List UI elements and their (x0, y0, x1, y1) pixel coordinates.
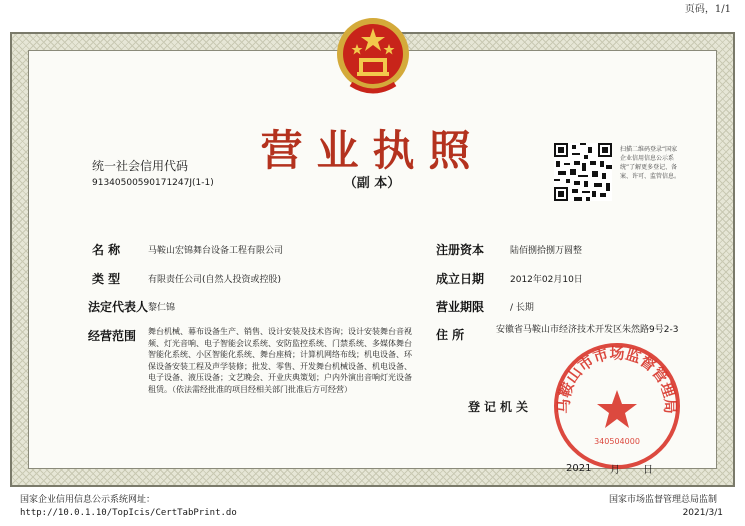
establish-date-value: 2012年02月10日 (510, 275, 583, 285)
credit-code-label: 统一社会信用代码 (92, 159, 189, 173)
official-seal-icon (551, 340, 683, 472)
registered-capital-value: 陆佰捌拾捌万圆整 (510, 246, 583, 256)
svg-text:马鞍山市市场监督管理局: 马鞍山市市场监督管理局 (554, 344, 680, 414)
footer-site-label: 国家企业信用信息公示系统网址： (20, 495, 156, 505)
footer-print-date: 2021/3/1 (682, 508, 723, 518)
national-emblem-icon (333, 14, 413, 100)
footer-site-url[interactable]: http://10.0.1.10/TopIcis/CertTabPrint.do (20, 508, 237, 518)
qr-code-icon[interactable] (554, 143, 612, 201)
name-label: 名 称 (92, 243, 121, 257)
type-label: 类 型 (92, 272, 121, 286)
license-subtitle: （副 本） (343, 176, 401, 191)
name-value: 马鞍山宏锦舞台设备工程有限公司 (148, 246, 284, 256)
footer-issuer: 国家市场监督管理总局监制 (608, 495, 717, 505)
address-value: 安徽省马鞍山市经济技术开发区朱然路9号2-3 (496, 325, 679, 335)
registration-authority: 登记机关 (468, 400, 533, 414)
issue-month-label: 月 (610, 465, 620, 476)
establish-date-label: 成立日期 (436, 272, 485, 286)
type-value: 有限责任公司(自然人投资或控股) (148, 275, 282, 285)
business-scope-label: 经营范围 (88, 329, 137, 343)
business-term-value: / 长期 (510, 303, 534, 313)
registered-capital-label: 注册资本 (436, 243, 485, 257)
business-scope-value: 舞台机械、幕布设备生产、销售、设计安装及技术咨询；设计安装舞台音视频、灯光音响、电子智能会议系统、安防监控系统、门禁系统、多媒体舞台智能化系统、小区智能化系统、舞台座椅；计算机网络布线；机电设备、环保设备安装工程及声学装修；批发、零售、开发舞台机械设备、机电设备、电子设备、液压设备；文艺晚会、开业庆典策划；户内外演出音响灯光设备租赁。（依法需经批准的项目经相关部门批准后方可经营） (148, 327, 412, 394)
business-term-label: 营业期限 (436, 300, 485, 314)
legal-rep-value: 黎仁锦 (148, 303, 176, 313)
issue-day-label: 日 (643, 465, 653, 476)
qr-note: 扫描二维码登录“国家企业信用信息公示系统”了解更多登记、备案、许可、监管信息。 (620, 146, 681, 180)
issue-year: 2021 (566, 463, 592, 474)
seal-number: 340504000 (594, 437, 640, 446)
license-title: 营业执照 (260, 126, 485, 175)
legal-rep-label: 法定代表人 (88, 300, 149, 314)
page-number: 页码，1/1 (684, 4, 731, 15)
credit-code-value: 91340500590171247J(1-1) (92, 178, 214, 188)
address-label: 住 所 (436, 328, 465, 342)
